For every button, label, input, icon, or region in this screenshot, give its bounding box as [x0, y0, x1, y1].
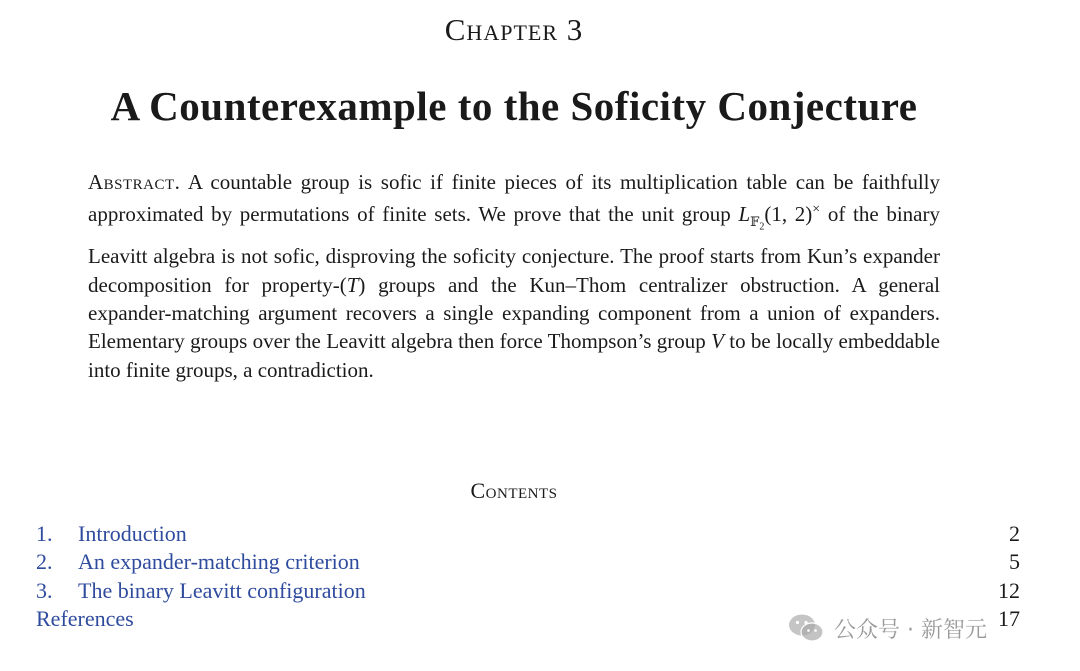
- toc-link-expander-matching[interactable]: 2. An expander-matching criterion: [36, 549, 360, 575]
- chapter-heading: Chapter 3: [444, 12, 584, 47]
- toc-link-references[interactable]: References: [36, 605, 134, 631]
- toc-page-number: 5: [1009, 549, 1020, 575]
- math-leavitt-unit-group: $L_{𝔽_2}(1$, 2)×: [738, 202, 821, 234]
- watermark: [788, 610, 987, 646]
- abstract-text-4: to be locally embeddable into finite groups, a contradiction.: [88, 329, 940, 382]
- toc-page-number: 12: [998, 577, 1020, 603]
- toc-link-leavitt-configuration[interactable]: 3. The binary Leavitt configuration: [36, 577, 366, 603]
- contents-heading: Contents: [470, 478, 558, 503]
- watermark-text: 公众号 · 新智元: [834, 617, 987, 643]
- page-title: A Counterexample to the Soficity Conjecture: [110, 83, 918, 129]
- math-V: V: [711, 329, 724, 354]
- toc-link-introduction[interactable]: 1. Introduction: [36, 521, 187, 546]
- toc-row: [36, 577, 1020, 605]
- toc-page-number: 17: [998, 605, 1020, 631]
- wechat-icon: [788, 613, 824, 643]
- abstract-text-2: of the binary Leavitt algebra is not sofic, disproving the soficity conjecture. The proof starts from Kun’s expander decomposition for property-(: [88, 202, 940, 297]
- abstract-text-1: A countable group is sofic if finite pieces of its multiplication table can be faithfully approximated by permutations of finite sets. We prove that the unit group: [88, 170, 940, 227]
- abstract: [88, 168, 940, 384]
- abstract-label: Abstract.: [88, 170, 181, 194]
- toc-page-number: 2: [1009, 521, 1020, 546]
- abstract-text-3: ) groups and the Kun–Thom centralizer obstruction. A general expander-matching argument recovers a single expanding component from a union of expanders. Elementary groups over the Leavitt algebra then force Thompson’s group: [88, 272, 940, 354]
- toc-row: [36, 520, 1020, 548]
- math-T: T: [346, 272, 359, 297]
- toc-row: [36, 548, 1020, 576]
